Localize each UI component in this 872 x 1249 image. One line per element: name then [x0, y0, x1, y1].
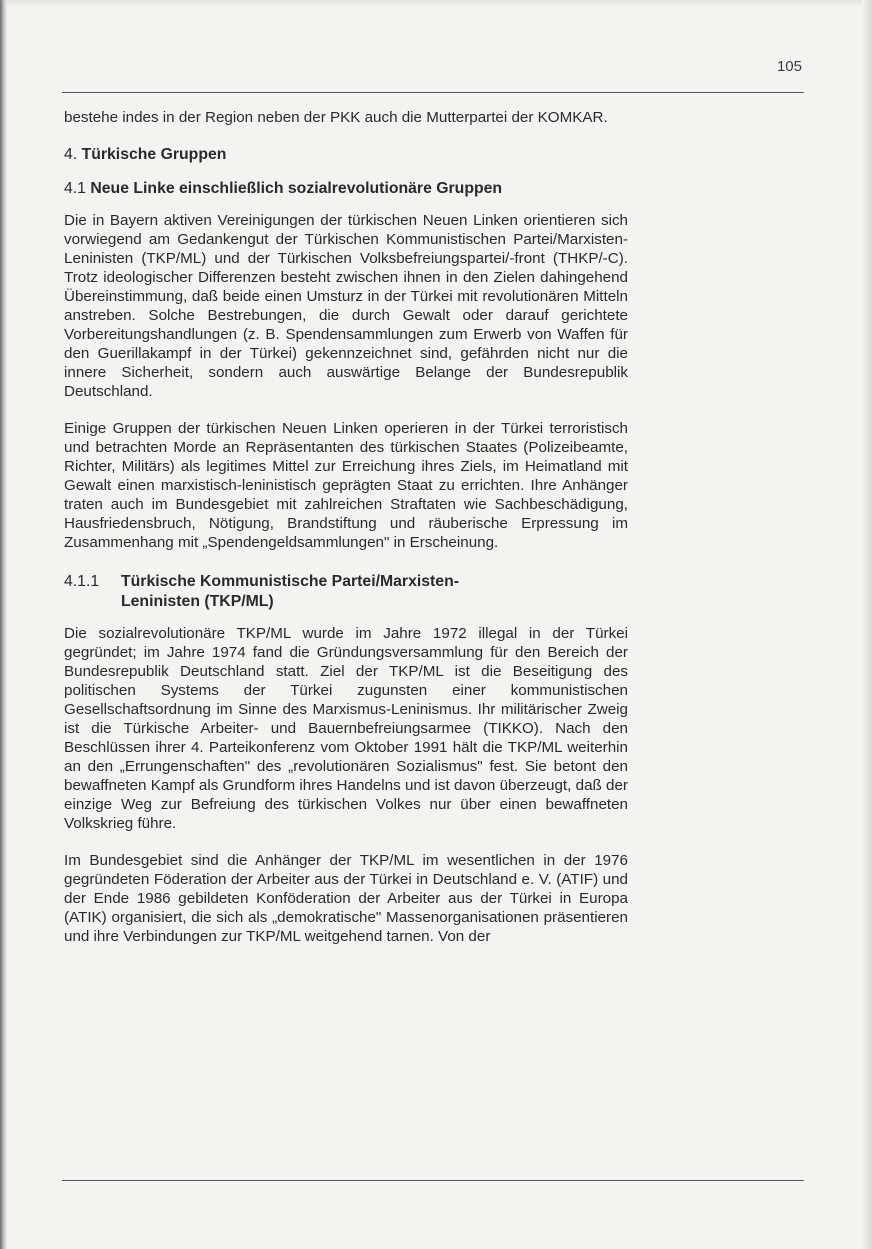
- body-paragraph: Die sozialrevolutionäre TKP/ML wurde im Jahre 1972 illegal in der Türkei gegründet; im Jahre 1974 fand die Gründungsversammlung für den Bereich der Bundesrepublik Deutschland statt. Ziel der TKP/ML ist die Beseitigung des politischen Systems der Türkei zugunsten einer kommunistischen Gesellschaftsordnung im Sinne des Marxismus-Leninismus. Ihr militärischer Zweig ist die Türkische Arbeiter- und Bauernbefreiungsarmee (TIKKO). Nach den Beschlüssen ihrer 4. Parteikonferenz vom Oktober 1991 hält die TKP/ML weiterhin an den „Errungenschaften" des „revolutionären Sozialismus" fest. Sie betont den bewaffneten Kampf als Grundform ihres Handelns und ist davon überzeugt, daß der einzige Weg zur Befreiung des türkischen Volkes nur über einen bewaffneten Volkskrieg führe.: [64, 625, 628, 832]
- section-title-line-1: Türkische Kommunistische Partei/Marxisten-: [121, 573, 459, 590]
- section-heading-4-1: [64, 179, 628, 199]
- intro-paragraph: bestehe indes in der Region neben der PKK auch die Mutterpartei der KOMKAR.: [64, 109, 608, 126]
- section-number: 4.1.1: [64, 573, 100, 590]
- section-title: Neue Linke einschließlich sozialrevolutionäre Gruppen: [90, 180, 503, 197]
- header-rule: [62, 92, 804, 93]
- footer-rule: [62, 1180, 804, 1181]
- page-right-edge: [862, 0, 872, 1249]
- page-body: [64, 108, 628, 946]
- section-title-line-2: Leninisten (TKP/ML): [121, 593, 274, 610]
- section-heading-4: [64, 145, 628, 165]
- page-top-edge: [0, 0, 872, 6]
- body-paragraph: Die in Bayern aktiven Vereinigungen der türkischen Neuen Linken orientieren sich vorwiegend am Gedankengut der Türkischen Kommunistischen Partei/Marxisten-Leninisten (TKP/ML) und der Türkischen Volksbefreiungspartei/-front (THKP/-C). Trotz ideologischer Differenzen besteht zwischen ihnen in den Zielen dahingehend Übereinstimmung, daß beide einen Umsturz in der Türkei mit revolutionären Mitteln anstreben. Solche Bestrebungen, die durch Gewalt oder darauf gerichtete Vorbereitungshandlungen (z. B. Spendensammlungen zum Erwerb von Waffen für den Guerillakampf in der Türkei) gekennzeichnet sind, gefährden nicht nur die innere Sicherheit, sondern auch auswärtige Belange der Bundesrepublik Deutschland.: [64, 212, 628, 400]
- body-paragraph: Einige Gruppen der türkischen Neuen Linken operieren in der Türkei terroristisch und betrachten Morde an Repräsentanten des türkischen Staates (Polizeibeamte, Richter, Militärs) als legitimes Mittel zur Erreichung ihres Ziels, im Heimatland mit Gewalt einen marxistisch-leninistisch geprägten Staat zu errichten. Ihre Anhänger traten auch im Bundesgebiet mit zahlreichen Straftaten wie Sachbeschädigung, Hausfriedensbruch, Nötigung, Brandstiftung und räuberische Erpressung im Zusammenhang mit „Spendengeldsammlungen" in Erscheinung.: [64, 420, 628, 551]
- body-paragraph: Im Bundesgebiet sind die Anhänger der TKP/ML im wesentlichen in der 1976 gegründeten Föderation der Arbeiter aus der Türkei in Deutschland e. V. (ATIF) und der Ende 1986 gebildeten Konföderation der Arbeiter aus der Türkei in Europa (ATIK) organisiert, die sich als „demokratische" Massenorganisationen präsentieren und ihre Verbindungen zur TKP/ML weitgehend tarnen. Von der: [64, 852, 628, 945]
- page-number: 105: [776, 58, 802, 75]
- section-number: 4.1: [64, 180, 86, 197]
- section-title: Türkische Gruppen: [81, 146, 227, 163]
- section-heading-4-1-1: [64, 572, 628, 612]
- page-left-edge: [0, 0, 7, 1249]
- section-number: 4.: [64, 146, 78, 163]
